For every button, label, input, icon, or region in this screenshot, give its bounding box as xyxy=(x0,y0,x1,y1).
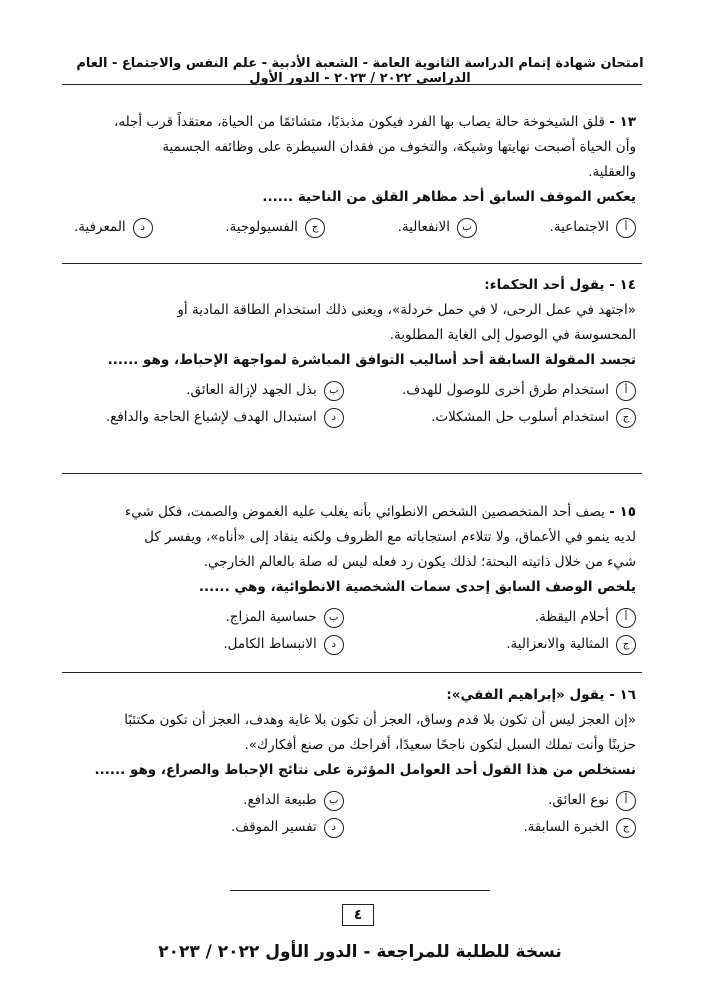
option-text: طبيعة الدافع. xyxy=(243,792,317,808)
question-number: ١٦ - xyxy=(609,687,636,703)
option-text: تفسير الموقف. xyxy=(230,819,317,835)
option-letter-circle: أ xyxy=(616,218,636,238)
question-stem-line: «اجتهد في عمل الرحى، لا في حمل خردلة»، ويعنى ذلك استخدام الطاقة المادية أو xyxy=(177,302,636,318)
option-b[interactable] xyxy=(74,788,344,813)
option-letter-circle: أ xyxy=(616,608,636,628)
question-stem-line: شيء من خلال ذاتيته البحتة؛ لذلك يكون رد فعله ليس له صلة بالعالم الخارجي. xyxy=(203,554,636,570)
question-14 xyxy=(74,273,636,431)
option-letter-circle: ج xyxy=(616,818,636,838)
option-letter-circle: ج xyxy=(616,635,636,655)
option-c[interactable] xyxy=(225,215,325,240)
question-stem-line: المحسوسة في الوصول إلى الغاية المطلوبة. xyxy=(389,327,636,343)
option-text: الفسيولوجية. xyxy=(225,219,299,235)
question-divider xyxy=(62,263,642,264)
option-d[interactable] xyxy=(74,632,344,657)
question-stem-line: «إن العجز ليس أن تكون بلا قدم وساق، العجز أن تكون بلا غاية وهدف، العجز أن تكون مكتئبًا xyxy=(124,712,636,728)
option-text: استبدال الهدف لإشباع الحاجة والدافع. xyxy=(105,409,317,425)
option-text: الانبساط الكامل. xyxy=(223,636,317,652)
option-b[interactable] xyxy=(74,378,344,403)
option-a[interactable] xyxy=(366,378,636,403)
question-lead: يعكس الموقف السابق أحد مظاهر القلق من الناحية ...... xyxy=(262,189,636,205)
option-d[interactable] xyxy=(74,405,344,430)
option-text: استخدام أسلوب حل المشكلات. xyxy=(431,409,609,425)
option-text: استخدام طرق أخرى للوصول للهدف. xyxy=(402,382,609,398)
option-letter-circle: د xyxy=(324,408,344,428)
option-b[interactable] xyxy=(398,215,477,240)
question-number: ١٥ - xyxy=(609,504,636,520)
exam-header: امتحان شهادة إتمام الدراسة الثانوية العامة - الشعبة الأدبية - علم النفس والاجتماع - العام الدراسي ٢٠٢٢ / ٢٠٢٣ - الدور الأول xyxy=(76,56,644,86)
question-16 xyxy=(74,683,636,841)
footer-caption: نسخة للطلبة للمراجعة - الدور الأول ٢٠٢٢ / ٢٠٢٣ xyxy=(158,942,562,962)
question-lead: نستخلص من هذا القول أحد العوامل المؤثرة على نتائج الإحباط والصراع، وهو ...... xyxy=(94,762,636,778)
question-stem-line: لديه ينمو في الأعماق، ولا تتلاءم استجاباته مع الظروف ولكنه ينقاد إلى «أناه»، ويفسر كل xyxy=(144,529,636,545)
page-number-divider xyxy=(230,890,490,891)
option-a[interactable] xyxy=(366,788,636,813)
question-stem-line: والعقلية. xyxy=(588,164,636,180)
option-c[interactable] xyxy=(366,815,636,840)
question-stem-line: يصف أحد المتخصصين الشخص الانطوائي بأنه يغلب عليه الغموض والصمت، فكل شيء xyxy=(124,504,605,520)
option-text: الاجتماعية. xyxy=(549,219,609,235)
option-d[interactable] xyxy=(74,215,153,240)
option-letter-circle: ج xyxy=(616,408,636,428)
question-lead: تجسد المقولة السابقة أحد أساليب التوافق المباشرة لمواجهة الإحباط، وهو ...... xyxy=(107,352,636,368)
option-letter-circle: د xyxy=(324,635,344,655)
option-letter-circle: د xyxy=(324,818,344,838)
option-text: المثالية والانعزالية. xyxy=(506,636,609,652)
question-stem-line: وأن الحياة أصبحت نهايتها وشيكة، والتخوف من فقدان السيطرة على وظائفه الجسمية xyxy=(162,139,636,155)
question-number: ١٤ - xyxy=(609,277,636,293)
page-number: ٤ xyxy=(342,904,374,926)
option-d[interactable] xyxy=(74,815,344,840)
question-stem-line: حزينًا وأنت تملك السبل لتكون ناجحًا سعيدًا، أفراحك من صنع أفكارك». xyxy=(244,737,636,753)
question-15 xyxy=(74,500,636,658)
option-text: الانفعالية. xyxy=(397,219,450,235)
option-text: الخبرة السابقة. xyxy=(523,819,609,835)
question-title: يقول «إبراهيم الفقي»: xyxy=(446,687,605,703)
option-letter-circle: ج xyxy=(305,218,325,238)
option-letter-circle: د xyxy=(133,218,153,238)
option-letter-circle: أ xyxy=(616,381,636,401)
option-letter-circle: ب xyxy=(324,381,344,401)
option-b[interactable] xyxy=(74,605,344,630)
question-lead: يلخص الوصف السابق إحدى سمات الشخصية الانطوائية، وهي ...... xyxy=(198,579,636,595)
question-number: ١٣ - xyxy=(609,114,636,130)
option-letter-circle: ب xyxy=(457,218,477,238)
option-text: المعرفية. xyxy=(74,219,126,235)
option-a[interactable] xyxy=(550,215,636,240)
header-divider xyxy=(62,84,642,85)
option-letter-circle: ب xyxy=(324,608,344,628)
question-divider xyxy=(62,672,642,673)
question-divider xyxy=(62,473,642,474)
option-letter-circle: ب xyxy=(324,791,344,811)
option-text: أحلام اليقظة. xyxy=(534,609,609,625)
option-c[interactable] xyxy=(366,632,636,657)
option-letter-circle: أ xyxy=(616,791,636,811)
question-13 xyxy=(74,110,636,241)
option-text: بذل الجهد لإزالة العائق. xyxy=(186,382,317,398)
option-text: حساسية المزاج. xyxy=(225,609,317,625)
question-title: يقول أحد الحكماء: xyxy=(484,277,605,293)
option-a[interactable] xyxy=(366,605,636,630)
option-text: نوع العائق. xyxy=(548,792,609,808)
question-stem-line: قلق الشيخوخة حالة يصاب بها الفرد فيكون مذبذبًا، متشائمًا من الحياة، معتقداً قرب أجله، xyxy=(113,114,605,130)
option-c[interactable] xyxy=(366,405,636,430)
